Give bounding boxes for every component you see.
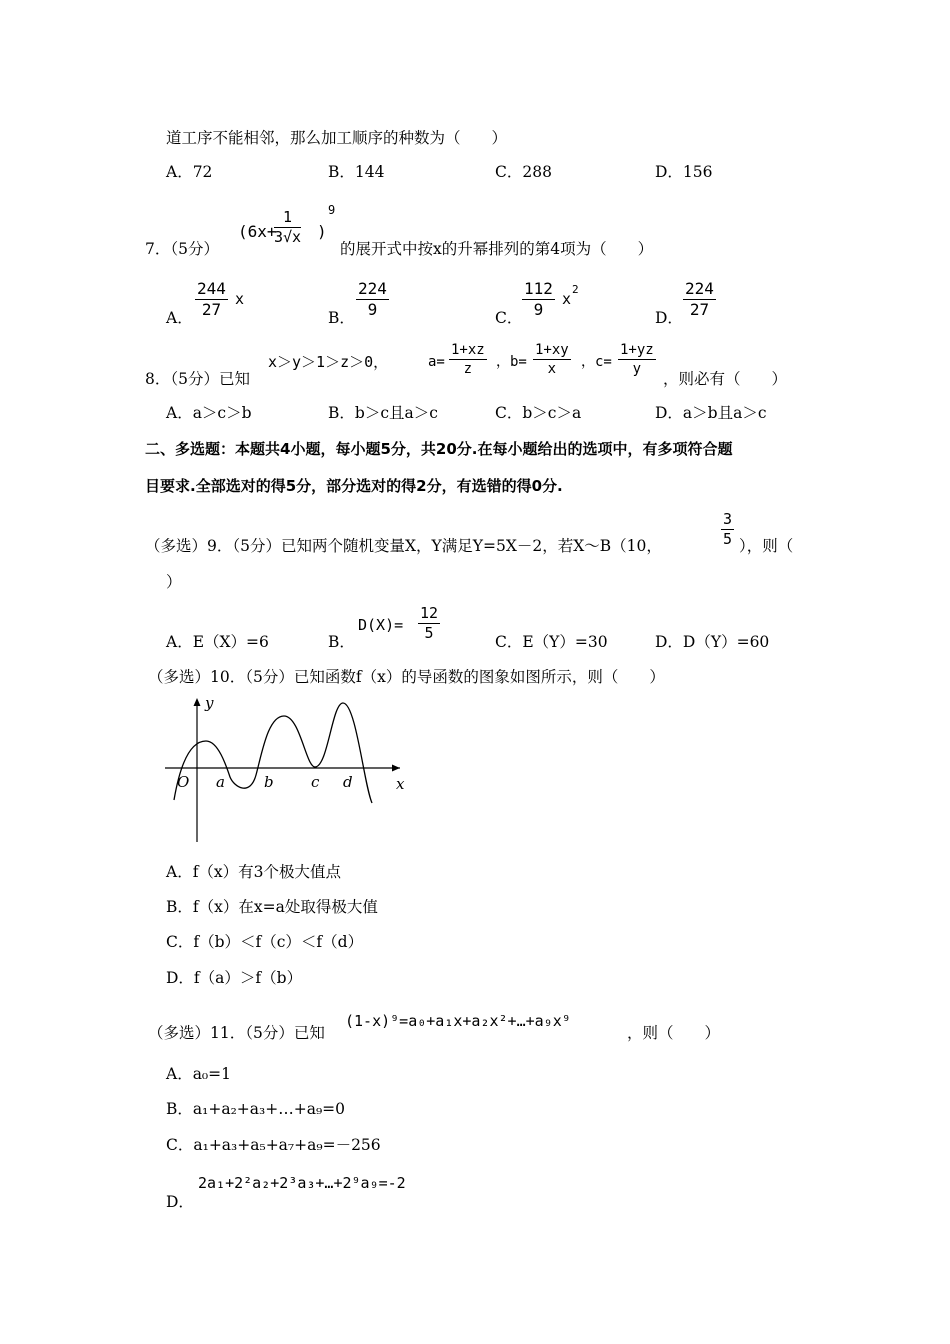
q11-option-d-label: D． xyxy=(166,1193,194,1211)
point-b-label: b xyxy=(264,773,274,791)
q9-tail: ），则（ xyxy=(739,537,794,555)
q11-option-c: C．a₁+a₃+a₅+a₇+a₉=－256 xyxy=(166,1136,381,1154)
q6-option-a: A．72 xyxy=(166,163,213,181)
q7-option-d-label: D． xyxy=(655,309,683,327)
section-heading-line2: 目要求.全部选对的得5分，部分选对的得2分，有选错的得0分. xyxy=(145,477,563,495)
q11-option-b: B．a₁+a₂+a₃+…+a₉=0 xyxy=(166,1100,346,1118)
q6-text: 道工序不能相邻，那么加工顺序的种数为（ ） xyxy=(166,129,508,147)
y-axis-label: y xyxy=(205,695,214,712)
point-c-label: c xyxy=(311,773,320,791)
y-axis-arrow xyxy=(194,698,201,706)
x-axis-arrow xyxy=(392,765,400,772)
q8-b-fraction: $\frac{1+xy}{x}$ xyxy=(535,342,569,377)
q7-option-c-exponent: 2 xyxy=(572,283,579,296)
q7-option-c-var: x xyxy=(562,290,572,308)
q7-option-a-fraction: $\frac{244}{27}$ xyxy=(197,279,226,319)
q8-c-label: ，c= xyxy=(581,354,612,370)
q8-option-c: C．b＞c＞a xyxy=(495,404,582,422)
q7-suffix: 的展开式中按x的升幂排列的第4项为（ ） xyxy=(340,240,654,258)
q8-suffix: ，则必有（ ） xyxy=(663,370,788,388)
q11-expression: (1-x)⁹=a₀+a₁x+a₂x²+…+a₉x⁹ xyxy=(345,1012,571,1030)
q8-option-d: D．a＞b且a＞c xyxy=(655,404,767,422)
q9-option-c: C．E（Y）=30 xyxy=(495,633,608,651)
q8-inequality: x＞y＞1＞z＞0， xyxy=(268,353,389,371)
q9-option-d: D．D（Y）=60 xyxy=(655,633,770,651)
q10-option-a: A．f（x）有3个极大值点 xyxy=(166,863,342,881)
q9-option-b-fraction: $\frac{12}{5}$ xyxy=(420,604,439,642)
q9-text: （多选）9．（5分）已知两个随机变量X，Y满足Y=5X－2，若X～B（10， xyxy=(145,537,662,555)
q8-option-b: B．b＞c且a＞c xyxy=(328,404,438,422)
q8-c-fraction: $\frac{1+yz}{y}$ xyxy=(620,342,654,377)
q9-close-paren: ） xyxy=(166,573,182,591)
q11-option-d-expr: 2a₁+2²a₂+2³a₃+…+2⁹a₉=-2 xyxy=(198,1174,406,1192)
q8-prefix: 8．（5分）已知 xyxy=(145,370,250,388)
q7-option-a-label: A． xyxy=(166,309,193,327)
q7-expr-close: ) xyxy=(317,222,327,241)
q7-option-d-fraction: $\frac{224}{27}$ xyxy=(685,279,714,319)
q10-text: （多选）10．（5分）已知函数f（x）的导函数的图象如图所示，则（ ） xyxy=(148,668,665,686)
q7-option-b-label: B． xyxy=(328,309,355,327)
q7-option-c-label: C． xyxy=(495,309,523,327)
point-d-label: d xyxy=(343,773,353,791)
q10-option-c: C．f（b）＜f（c）＜f（d） xyxy=(166,933,364,951)
q9-option-b-label: B． xyxy=(328,633,355,651)
q7-expr-base: (6x+ xyxy=(238,222,277,241)
q11-suffix: ，则（ ） xyxy=(627,1024,721,1042)
x-axis-label: x xyxy=(396,775,405,793)
q7-option-a-var: x xyxy=(235,290,245,308)
q9-option-a: A．E（X）=6 xyxy=(166,633,269,651)
origin-label: O xyxy=(177,773,190,791)
q10-option-d: D．f（a）＞f（b） xyxy=(166,969,303,987)
q7-expr-fraction: $\frac{1}{3√x}$ xyxy=(274,208,302,246)
q8-b-label: ，b= xyxy=(496,354,527,370)
q8-option-a: A．a＞c＞b xyxy=(166,404,252,422)
q7-prefix: 7．（5分） xyxy=(145,240,219,258)
q7-expr-exponent: 9 xyxy=(328,203,336,217)
q9-option-b-expr: D(X)= xyxy=(358,616,404,634)
q10-option-b: B．f（x）在x=a处取得极大值 xyxy=(166,898,378,916)
section-heading-line1: 二、多选题：本题共4小题，每小题5分，共20分.在每小题给出的选项中，有多项符合题 xyxy=(145,440,733,458)
derivative-graph xyxy=(160,695,420,845)
q11-option-a: A．a₀=1 xyxy=(166,1065,231,1083)
q8-a-label: a= xyxy=(428,354,445,370)
point-a-label: a xyxy=(216,773,225,791)
q6-option-c: C．288 xyxy=(495,163,552,181)
q7-option-c-fraction: $\frac{112}{9}$ xyxy=(524,279,553,319)
q6-option-b: B．144 xyxy=(328,163,385,181)
q9-fraction: $\frac{3}{5}$ xyxy=(723,510,733,548)
q6-option-d: D．156 xyxy=(655,163,713,181)
q8-a-fraction: $\frac{1+xz}{z}$ xyxy=(451,342,485,377)
q11-prefix: （多选）11．（5分）已知 xyxy=(148,1024,325,1042)
q7-option-b-fraction: $\frac{224}{9}$ xyxy=(358,279,387,319)
